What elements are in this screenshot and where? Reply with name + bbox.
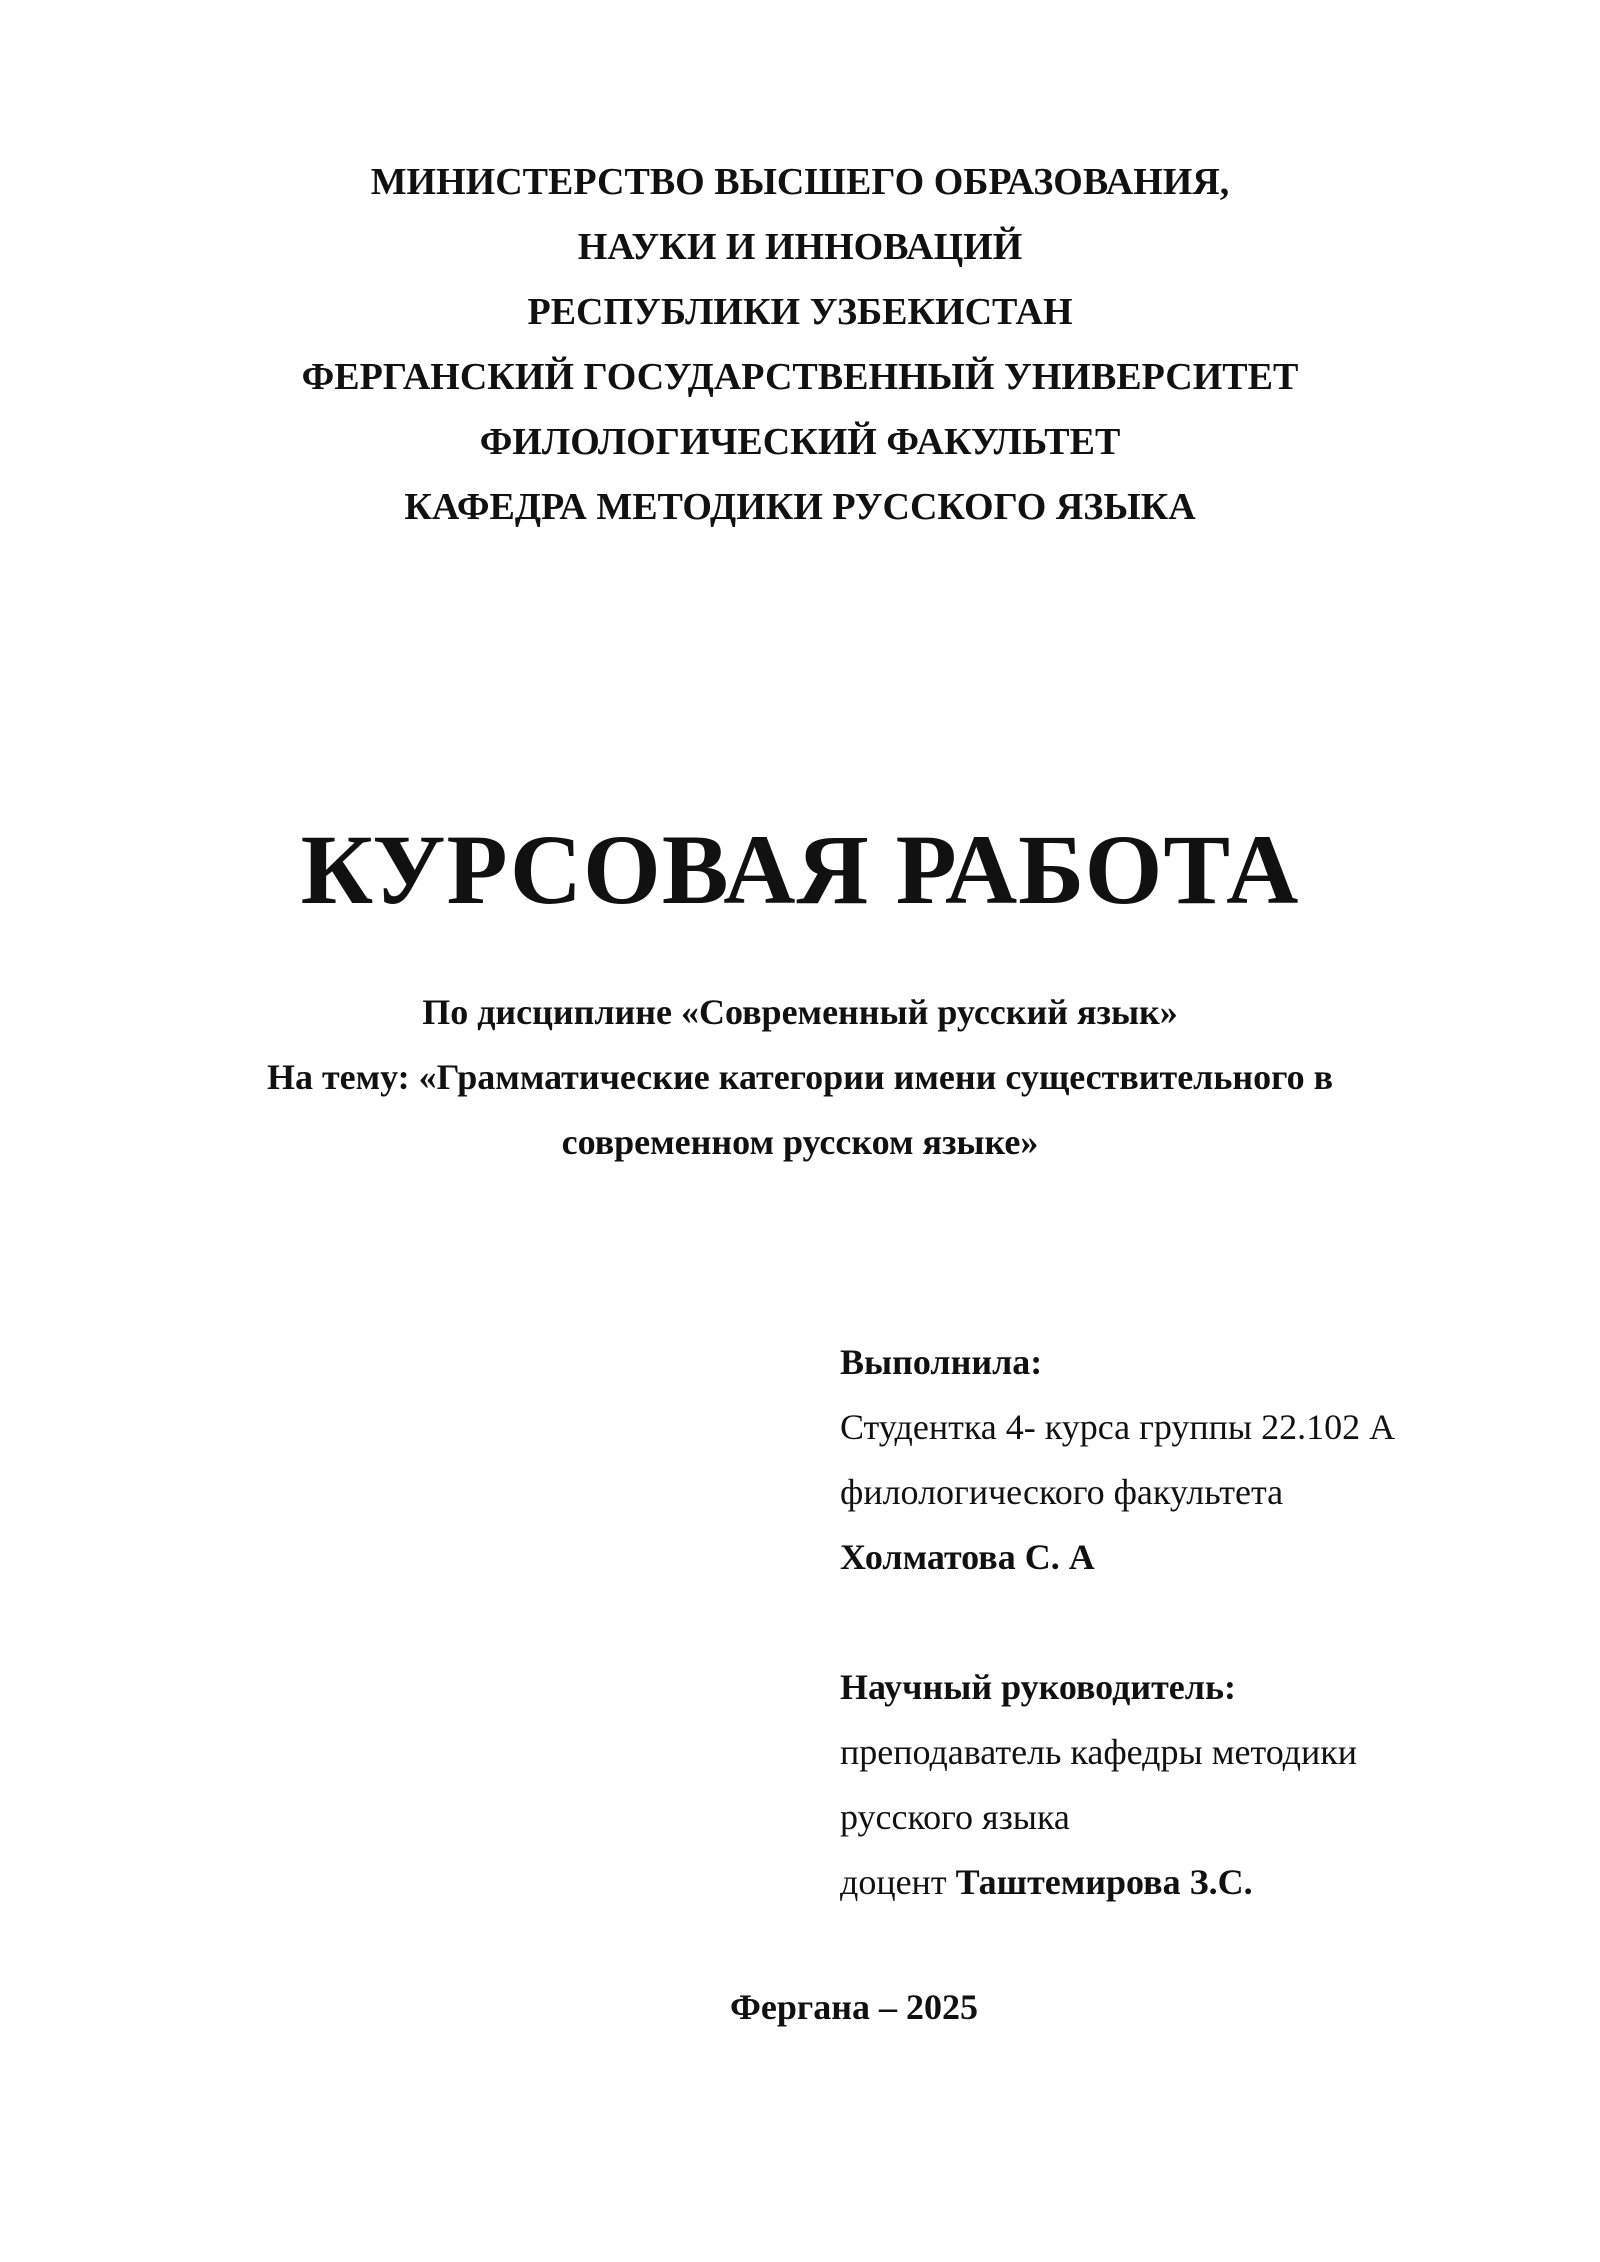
supervisor-label: Научный руководитель: — [840, 1667, 1236, 1707]
header-line-department: КАФЕДРА МЕТОДИКИ РУССКОГО ЯЗЫКА — [404, 486, 1196, 528]
author-name: Холматова С. А — [840, 1537, 1095, 1577]
supervisor-name: Таштемирова З.С. — [955, 1862, 1253, 1902]
supervisor-department-line: русского языка — [840, 1797, 1070, 1837]
header-line-republic: РЕСПУБЛИКИ УЗБЕКИСТАН — [527, 291, 1073, 333]
author-course-line: Студентка 4- курса группы 22.102 А — [840, 1407, 1396, 1447]
institution-header — [0, 150, 1600, 540]
topic-line-1: На тему: «Грамматические категории имени существительного в — [266, 1057, 1334, 1097]
place-year: Фергана – 2025 — [730, 1987, 979, 2027]
document-title: КУРСОВАЯ РАБОТА — [300, 814, 1300, 925]
footer-block — [0, 1975, 1600, 2040]
subject-block — [0, 980, 1600, 1175]
topic-line-2: современном русском языке» — [561, 1122, 1039, 1162]
header-line-ministry: МИНИСТЕРСТВО ВЫСШЕГО ОБРАЗОВАНИЯ, — [370, 161, 1230, 203]
info-spacer — [840, 1590, 1540, 1655]
supervisor-position-line: преподаватель кафедры методики — [840, 1732, 1358, 1772]
supervisor-title-prefix: доцент — [840, 1862, 947, 1902]
discipline-line: По дисциплине «Современный русский язык» — [422, 992, 1178, 1032]
info-block — [840, 1330, 1540, 1915]
header-line-science: НАУКИ И ИННОВАЦИЙ — [577, 226, 1023, 268]
supervisor-name-line — [840, 1850, 1540, 1915]
header-line-faculty: ФИЛОЛОГИЧЕСКИЙ ФАКУЛЬТЕТ — [479, 421, 1121, 463]
author-label: Выполнила: — [840, 1342, 1043, 1382]
header-line-university: ФЕРГАНСКИЙ ГОСУДАРСТВЕННЫЙ УНИВЕРСИТЕТ — [301, 356, 1299, 398]
author-faculty-line: филологического факультета — [840, 1472, 1284, 1512]
